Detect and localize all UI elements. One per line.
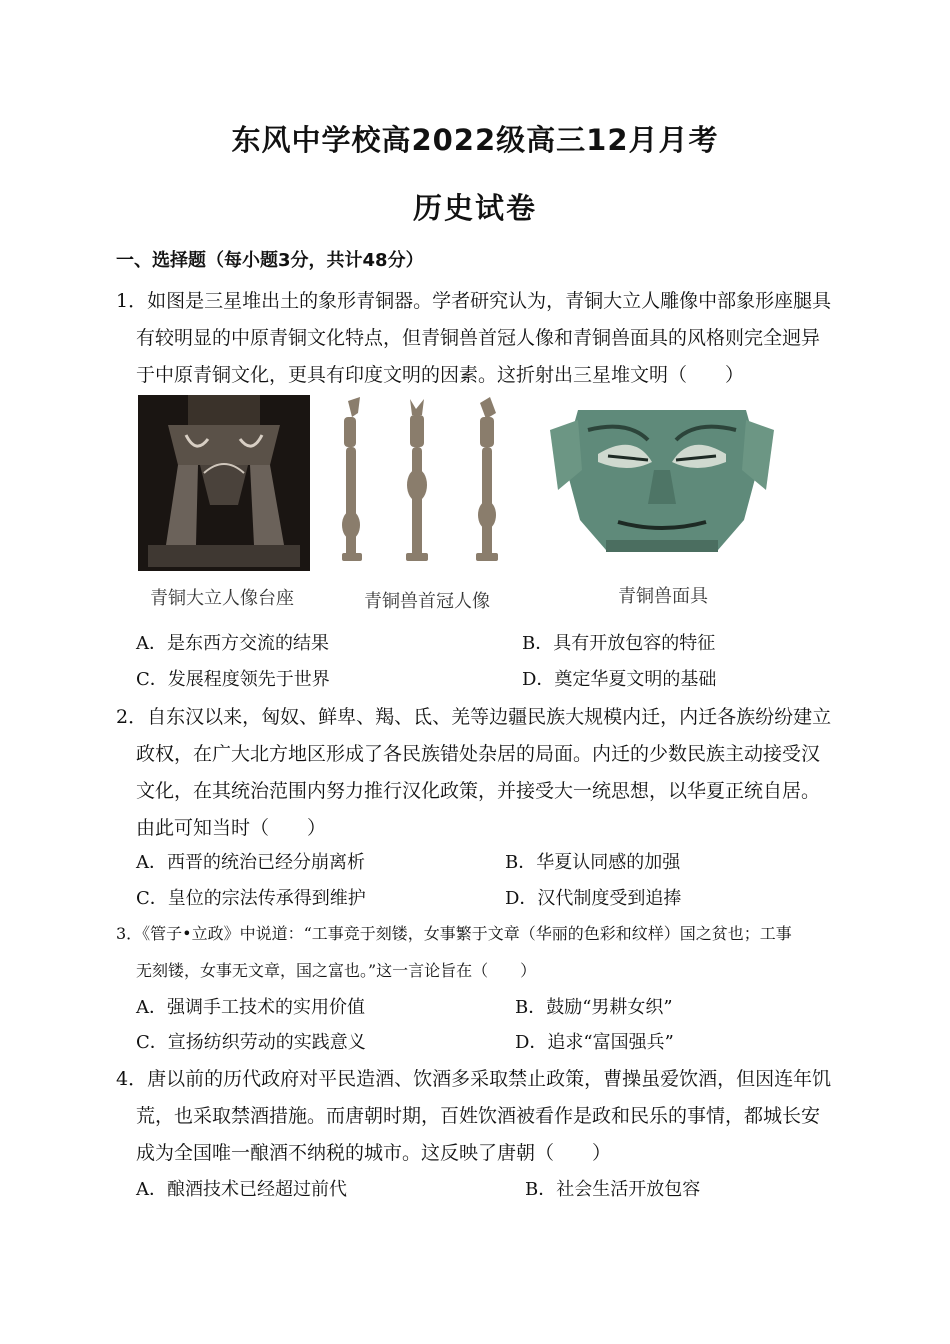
q1-option-c: C．发展程度领先于世界	[136, 669, 330, 690]
q1-option-d: D．奠定华夏文明的基础	[522, 669, 717, 690]
q2-line-4: 由此可知当时（ ）	[136, 817, 327, 839]
subject-title: 历史试卷	[412, 191, 537, 225]
q3-option-a: A．强调手工技术的实用价值	[136, 997, 365, 1018]
q1-option-b: B．具有开放包容的特征	[522, 633, 716, 654]
q1-option-a: A．是东西方交流的结果	[136, 633, 329, 654]
q1-line-3: 于中原青铜文化，更具有印度文明的因素。这折射出三星堆文明（ ）	[136, 364, 745, 386]
q4-option-a: A．酿酒技术已经超过前代	[136, 1179, 347, 1200]
q4-line-1: 4．唐以前的历代政府对平民造酒、饮酒多采取禁止政策，曹操虽爱饮酒，但因连年饥	[116, 1068, 832, 1090]
beast-crown-figure-image	[330, 395, 520, 575]
q4-option-b: B．社会生活开放包容	[525, 1179, 701, 1200]
bronze-pedestal-image	[138, 395, 310, 571]
q3-line-2: 无刻镂，女事无文章，国之富也。”这一言论旨在（ ）	[136, 961, 537, 980]
caption-beast-crown: 青铜兽首冠人像	[364, 591, 490, 612]
q2-option-b: B．华夏认同感的加强	[505, 852, 681, 873]
q2-line-3: 文化，在其统治范围内努力推行汉化政策，并接受大一统思想，以华夏正统自居。	[136, 780, 821, 802]
section-heading: 一、选择题（每小题3分，共计48分）	[116, 250, 424, 271]
caption-mask: 青铜兽面具	[618, 586, 708, 607]
q2-option-a: A．西晋的统治已经分崩离析	[136, 852, 365, 873]
q3-option-c: C．宣扬纺织劳动的实践意义	[136, 1032, 366, 1053]
q3-line-1: 3．《管子•立政》中说道：“工事竞于刻镂，女事繁于文章（华丽的色彩和纹样）国之贫也；工事	[116, 924, 792, 943]
q4-line-2: 荒，也采取禁酒措施。而唐朝时期，百姓饮酒被看作是政和民乐的事情，都城长安	[136, 1105, 821, 1127]
q3-option-b: B．鼓励“男耕女织”	[515, 997, 673, 1018]
q1-line-2: 有较明显的中原青铜文化特点，但青铜兽首冠人像和青铜兽面具的风格则完全迥异	[136, 327, 821, 349]
bronze-mask-image	[548, 400, 776, 568]
q2-line-1: 2．自东汉以来，匈奴、鲜卑、羯、氐、羌等边疆民族大规模内迁，内迁各族纷纷建立	[116, 706, 832, 728]
exam-title: 东风中学校高2022级高三12月月考	[231, 123, 719, 157]
caption-pedestal: 青铜大立人像台座	[150, 588, 294, 609]
q3-option-d: D．追求“富国强兵”	[515, 1032, 674, 1053]
q1-line-1: 1．如图是三星堆出土的象形青铜器。学者研究认为，青铜大立人雕像中部象形座腿具	[116, 290, 832, 312]
q2-option-d: D．汉代制度受到追捧	[505, 888, 682, 909]
q2-option-c: C．皇位的宗法传承得到维护	[136, 888, 366, 909]
q4-line-3: 成为全国唯一酿酒不纳税的城市。这反映了唐朝（ ）	[136, 1142, 612, 1164]
q2-line-2: 政权，在广大北方地区形成了各民族错处杂居的局面。内迁的少数民族主动接受汉	[136, 743, 821, 765]
